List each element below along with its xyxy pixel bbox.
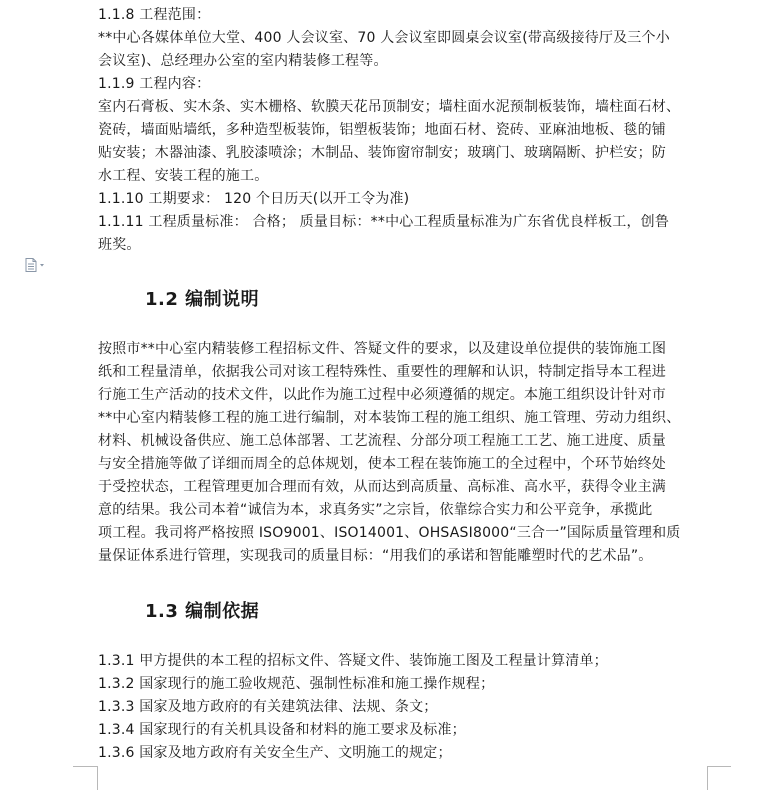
text-line: 1.1.10 工期要求： 120 个日历天(以开工令为准) [98,191,410,207]
section-heading: 1.2 编制说明 [145,289,260,310]
text-line: 意的结果。我公司本着“诚信为本，求真务实”之宗旨，依靠综合实力和公平竞争，承揽此 [98,502,653,518]
document-icon[interactable] [25,257,49,271]
text-line: 项工程。我司将严格按照 ISO9001、ISO14001、OHSASI8000“三合一”国际质量管理和质 [98,525,681,541]
text-line: **中心各媒体单位大堂、400 人会议室、70 人会议室即圆桌会议室(带高级接待厅及三个小 [98,30,670,46]
text-line: 量保证体系进行管理，实现我司的质量目标：“用我们的承诺和智能雕塑时代的艺术品”。 [98,548,653,564]
text-line: 会议室)、总经理办公室的室内精装修工程等。 [98,53,388,69]
text-line: 贴安装；木器油漆、乳胶漆喷涂；木制品、装饰窗帘制安；玻璃门、玻璃隔断、护栏安；防 [98,145,666,161]
list-item: 1.3.4 国家现行的有关机具设备和材料的施工要求及标准； [98,722,466,738]
text-line: 按照市**中心室内精装修工程招标文件、答疑文件的要求，以及建设单位提供的装饰施工图 [98,341,667,357]
text-line: 水工程、安装工程的施工。 [98,168,269,184]
text-line: 于受控状态，工程管理更加合理而有效，从而达到高质量、高标准、高水平，获得令业主满 [98,479,666,495]
crop-mark [707,766,731,767]
text-line: 班奖。 [98,237,141,253]
text-line: 室内石膏板、实木条、实木栅格、软膜天花吊顶制安；墙柱面水泥预制板装饰，墙柱面石材、 [98,99,681,115]
text-line: 1.1.11 工程质量标准： 合格； 质量目标：**中心工程质量标准为广东省优良样板工，创鲁 [98,214,670,230]
crop-mark [97,766,98,790]
crop-mark [73,766,97,767]
text-line: 1.1.8 工程范围： [98,7,211,23]
list-item: 1.3.1 甲方提供的本工程的招标文件、答疑文件、装饰施工图及工程量计算清单； [98,653,608,669]
list-item: 1.3.2 国家现行的施工验收规范、强制性标准和施工操作规程； [98,676,495,692]
text-line: 与安全措施等做了详细而周全的总体规划，使本工程在装饰施工的全过程中，个环节始终处 [98,456,666,472]
list-item: 1.3.3 国家及地方政府的有关建筑法律、法规、条文； [98,699,438,715]
section-heading: 1.3 编制依据 [145,601,260,622]
text-line: 1.1.9 工程内容： [98,76,211,92]
crop-mark [707,766,708,790]
text-line: 材料、机械设备供应、施工总体部署、工艺流程、分部分项工程施工工艺、施工进度、质量 [98,433,666,449]
text-line: 瓷砖，墙面贴墙纸，多种造型板装饰，铝塑板装饰；地面石材、瓷砖、亚麻油地板、毯的铺 [98,122,666,138]
text-line: 纸和工程量清单，依据我公司对该工程特殊性、重要性的理解和认识，特制定指导本工程进 [98,364,666,380]
text-line: **中心室内精装修工程的施工进行编制，对本装饰工程的施工组织、施工管理、劳动力组织、 [98,410,681,426]
text-line: 行施工生产活动的技术文件，以此作为施工过程中必须遵循的规定。本施工组织设计针对市 [98,387,666,403]
list-item: 1.3.6 国家及地方政府有关安全生产、文明施工的规定； [98,745,452,761]
